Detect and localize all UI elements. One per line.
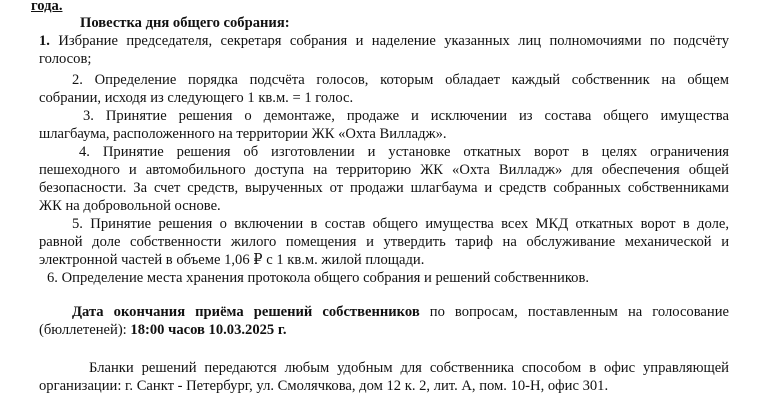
forms-line-1: Бланки решений передаются любым удобным для собственника способом в офис управляющей <box>89 360 729 376</box>
deadline-label: Дата окончания приёма решений собственников <box>72 304 420 320</box>
deadline-line-2 <box>39 321 287 339</box>
agenda-item-1-text: Избрание председателя, секретаря собрания и наделение указанных лиц полномочиями по подсчёту <box>58 33 729 49</box>
deadline-prefix: (бюллетеней): <box>39 322 131 338</box>
agenda-item-1-line-2: голосов; <box>39 51 92 67</box>
agenda-item-2-line-1: 2. Определение порядка подсчёта голосов, которым обладает каждый собственник на общем <box>72 72 729 88</box>
agenda-item-4-line-2: пешеходного и автомобильного доступа на территорию ЖК «Охта Вилладж» для обеспечения общей <box>39 162 729 178</box>
forms-line-2: организации: г. Санкт - Петербург, ул. Смолячкова, дом 12 к. 2, лит. А, пом. 10-Н, офис 301. <box>39 378 609 394</box>
deadline-datetime: 18:00 часов 10.03.2025 г. <box>130 322 287 338</box>
agenda-item-4-line-4: ЖК на добровольной основе. <box>39 198 221 214</box>
agenda-item-1-line-1 <box>39 32 729 50</box>
deadline-line-1 <box>72 303 729 321</box>
agenda-item-5-line-1: 5. Принятие решения о включении в состав общего имущества всех МКД откатных ворот в доле, <box>72 216 729 232</box>
agenda-item-1-number: 1. <box>39 33 50 49</box>
agenda-item-4-line-3: безопасности. За счет средств, вырученных от продажи шлагбаума и средств собранных собственниками <box>39 180 729 196</box>
agenda-item-6-line-1: 6. Определение места хранения протокола общего собрания и решений собственников. <box>47 270 589 286</box>
agenda-title: Повестка дня общего собрания: <box>80 15 290 31</box>
agenda-item-2-line-2: собрании, исходя из следующего 1 кв.м. = 1 голос. <box>39 90 354 106</box>
deadline-text: по вопросам, поставленным на голосование <box>419 304 729 320</box>
agenda-item-5-line-2: равной доле собственности жилого помещения и утвердить тариф на обслуживание механической и <box>39 234 729 250</box>
agenda-item-3-line-1: 3. Принятие решения о демонтаже, продаже и исключении из состава общего имущества <box>83 108 729 124</box>
agenda-item-5-line-3: электронной частей в объеме 1,06 ₽ с 1 кв.м. жилой площади. <box>39 252 425 268</box>
agenda-item-4-line-1: 4. Принятие решения об изготовлении и установке откатных ворот в целях ограничения <box>79 144 729 160</box>
header-fragment: года. <box>31 0 63 14</box>
agenda-item-3-line-2: шлагбаума, расположенного на территории ЖК «Охта Вилладж». <box>39 126 447 142</box>
